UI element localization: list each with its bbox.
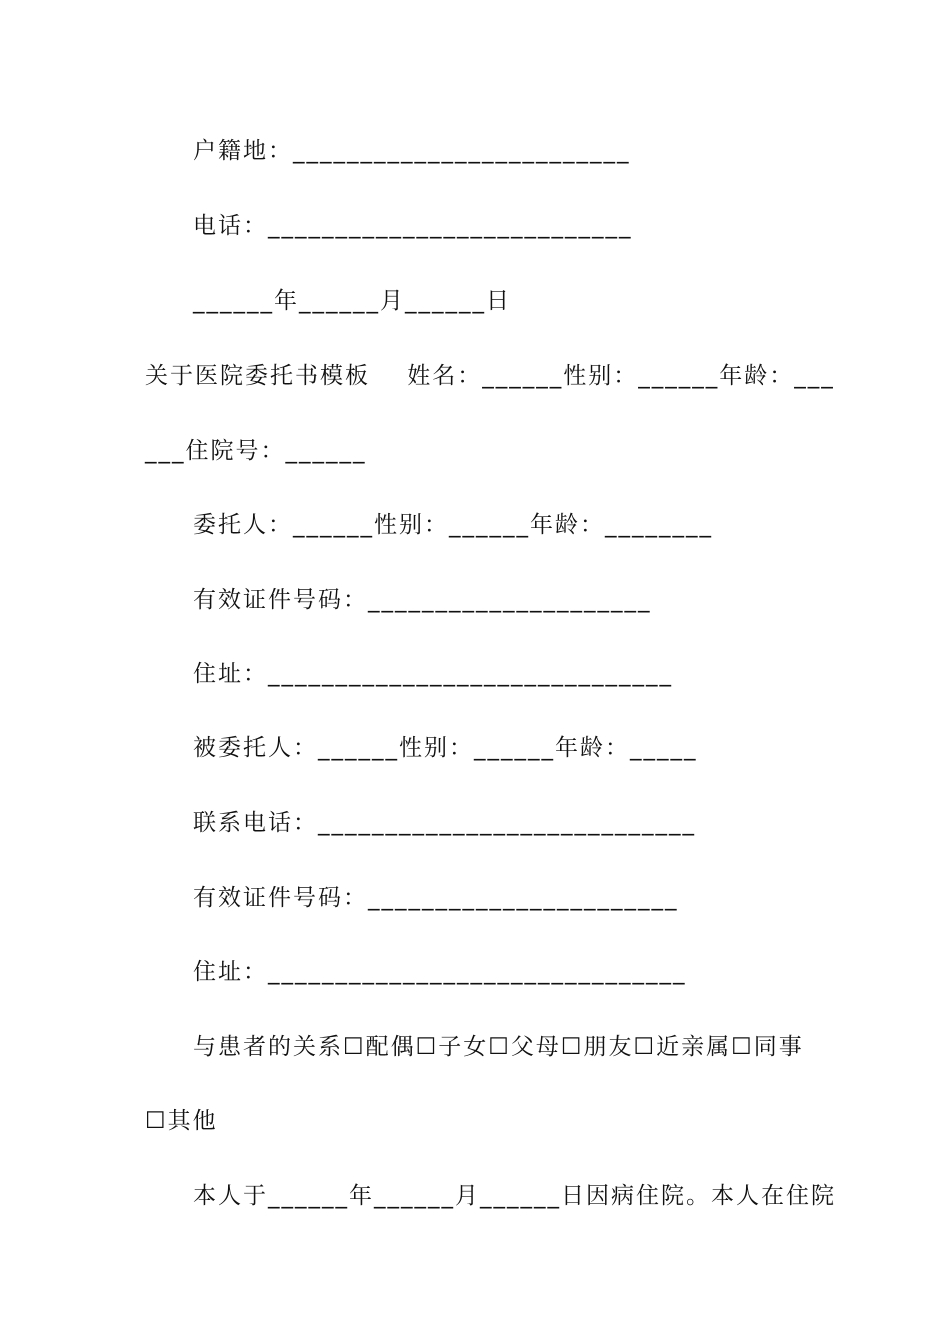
- field-agent-id: 有效证件号码：_______________________: [193, 885, 679, 911]
- relationship-options-continued: ☐其他: [145, 1108, 218, 1134]
- field-principal-address: 住址：______________________________: [193, 661, 673, 687]
- field-household-registration: 户籍地：_________________________: [193, 138, 631, 164]
- field-date: ______年______月______日: [193, 288, 511, 314]
- field-phone: 电话：___________________________: [193, 213, 633, 239]
- relationship-options: 与患者的关系☐配偶☐子女☐父母☐朋友☐近亲属☐同事: [193, 1034, 804, 1060]
- patient-info-continued: ___住院号：______: [145, 438, 367, 464]
- statement-paragraph: 本人于______年______月______日因病住院。本人在住院: [193, 1183, 836, 1209]
- title-and-patient-info: 关于医院委托书模板 姓名：______性别：______年龄：___: [145, 363, 835, 389]
- field-agent-phone: 联系电话：____________________________: [193, 810, 696, 836]
- field-principal: 委托人：______性别：______年龄：________: [193, 512, 713, 538]
- field-principal-id: 有效证件号码：_____________________: [193, 587, 652, 613]
- field-agent: 被委托人：______性别：______年龄：_____: [193, 735, 698, 761]
- field-agent-address: 住址：_______________________________: [193, 959, 687, 985]
